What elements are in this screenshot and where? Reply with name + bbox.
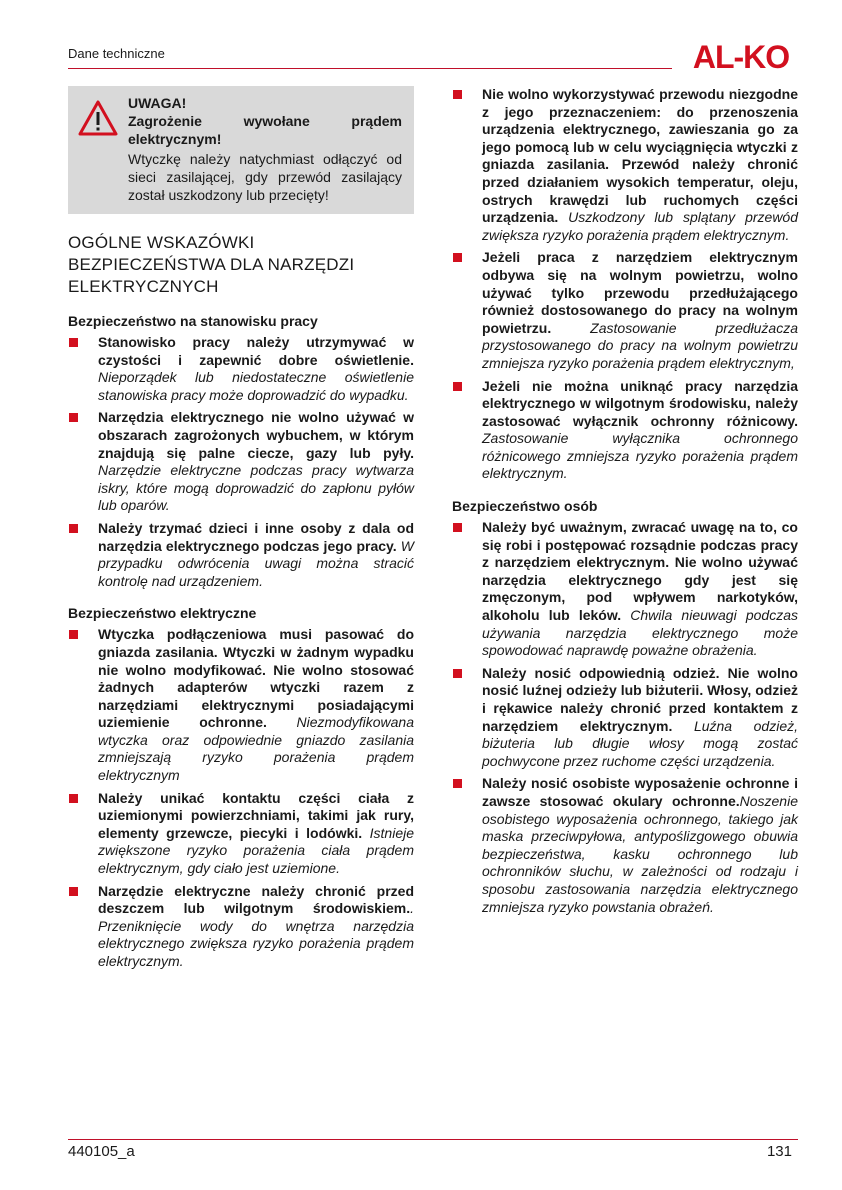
bullet-icon [453,253,462,262]
warning-title: UWAGA! [128,95,187,111]
warning-body: Wtyczkę należy natychmiast odłączyć od sieci zasilającej, gdy przewód zasilający został uszkodzony lub przecięty! [128,151,402,203]
item-italic: Luźna odzież, biżuteria lub długie włosy mogą zostać pochwycone przez ruchome części urządzenia. [482,717,798,769]
personal-heading: Bezpieczeństwo osób [452,498,598,515]
item-bold: Nie wolno wykorzystywać przewodu niezgodne z jego przeznaczeniem: do przenoszenia urządzenia elektrycznego, zawieszania go za jego pomocą lub w celu wyciągnięcia wtyczki z gniazda zasilania. Przewód należy chronić przed działaniem wysokich temperatur, oleju, ostrych krawędzi lub ruchomych części urządzenia. [482,86,798,226]
item-italic: Niezmodyfikowana wtyczka oraz odpowiednie gniazdo zasilania zmniejszają ryzyko porażenia prądem elektrycznym [98,714,414,784]
list-item [452,86,798,244]
warning-triangle-icon [78,100,118,136]
bullet-icon [69,630,78,639]
bullet-icon [453,90,462,99]
bullet-icon [453,523,462,532]
electrical-list [68,626,414,970]
right-column [452,86,798,921]
item-bold: Jeżeli nie można uniknąć pracy narzędzia elektrycznego w wilgotnym środowisku, należy zastosować wyłącznik ochronny różnicowy. [482,377,798,429]
footer-divider [68,1139,798,1140]
item-bold: Należy unikać kontaktu części ciała z uziemionymi powierzchniami, takimi jak rury, elementy grzewcze, piecyki i lodówki. [98,789,414,841]
item-bold: Stanowisko pracy należy utrzymywać w czystości i zapewnić dobre oświetlenie. [98,334,414,368]
warning-text [128,94,402,204]
bullet-icon [69,338,78,347]
item-italic: Istnieje zwiększone ryzyko porażenia ciała prądem elektrycznym, gdy ciało jest uziemione. [98,824,415,877]
header-section-title: Dane techniczne [68,46,165,61]
bullet-icon [69,794,78,803]
bullet-icon [69,413,78,422]
item-bold: Narzędzie elektryczne należy chronić przed deszczem lub wilgotnym środowiskiem. [98,882,414,917]
item-bold: Należy być uważnym, zwracać uwagę na to, co się robi i postępować rozsądnie podczas pracy z narzędziem elektrycznym. Nie wolno używać narzędzia elektrycznego gdy jest się zmęczonym, pod wpływem narkotyków, alkoholu lub leków. [482,519,798,624]
list-item [68,334,414,404]
item-italic: Nieporządek lub niedostateczne oświetlenie stanowiska pracy może doprowadzić do wypadku. [98,369,414,403]
list-item [452,249,798,372]
list-item [68,790,414,878]
item-italic: . Przeniknięcie wody do wnętrza narzędzia elektrycznego zwiększa ryzyko porażenia prądem elektrycznym. [98,900,414,969]
document-code: 440105_a [68,1143,135,1160]
bullet-icon [69,524,78,533]
personal-list [452,519,798,916]
list-item [68,520,414,590]
page-number: 131 [766,1143,792,1160]
item-italic: Noszenie osobistego wyposażenia ochronnego, takiego jak maska przeciwpyłowa, antypoślizgowego obuwia bezpieczeństwa, kasku ochronnego lub ochronników słuchu, w zależności od rodzaju i sposobu zastosowania narzędzia elektrycznego zmniejsza ryzyko powstania obrażeń. [482,792,798,915]
alko-logo [682,40,800,74]
warning-subtitle: Zagrożenie wywołane prądem elektrycznym! [128,113,402,147]
bullet-icon [69,887,78,896]
electrical-list-continued [452,86,798,483]
item-italic: Zastosowanie przedłużacza przystosowanego do pracy na wolnym powietrzu zmniejsza ryzyko porażenia prądem elektrycznym, [482,319,798,371]
item-italic: Narzędzie elektryczne podczas pracy wytwarza iskry, które mogą doprowadzić do zapłonu pyłów lub oparów. [98,462,414,514]
list-item [452,519,798,660]
warning-box [68,86,414,214]
list-item [68,626,414,784]
item-italic: W przypadku odwrócenia uwagi można stracić kontrolę nad urządzeniem. [98,537,415,589]
left-column [68,86,414,976]
item-bold: Jeżeli praca z narzędziem elektrycznym odbywa się na wolnym powietrzu, wolno używać tylko przewodu przedłużającego również dostosowanego do pracy na wolnym powietrzu. [482,249,798,336]
list-item [452,378,798,484]
main-heading: OGÓLNE WSKAZÓWKI BEZPIECZEŃSTWA DLA NARZĘDZI ELEKTRYCZNYCH [68,233,355,296]
item-bold: Należy nosić odpowiednią odzież. Nie wolno nosić luźnej odzieży lub biżuterii. Włosy, odzież i rękawice należy chronić przed kontaktem z narzędziem elektrycznym. [482,664,798,734]
item-bold: Wtyczka podłączeniowa musi pasować do gniazda zasilania. Wtyczki w żadnym wypadku nie wolno modyfikować. Nie wolno stosować żadnych adapterów wtyczki razem z narzędziami elektrycznymi posiadającymi uziemienie ochronne. [98,626,414,731]
item-italic: Zastosowanie wyłącznika ochronnego różnicowego zmniejsza ryzyko porażenia prądem elektrycznym. [482,430,798,482]
workplace-list [68,334,414,590]
electrical-heading: Bezpieczeństwo elektryczne [68,605,257,622]
item-bold: Narzędzia elektrycznego nie wolno używać w obszarach zagrożonych wybuchem, w którym znajdują się palne ciecze, gazy lub pyły. [98,409,414,461]
logo-text: AL-KO [692,40,790,74]
item-bold: Należy trzymać dzieci i inne osoby z dala od narzędzia elektrycznego podczas jego pracy. [98,519,414,554]
list-item [68,883,414,971]
bullet-icon [453,669,462,678]
item-bold: Należy nosić osobiste wyposażenie ochronne i zawsze stosować okulary ochronne. [482,775,798,809]
header-divider [68,68,672,69]
bullet-icon [453,779,462,788]
list-item [452,775,798,916]
list-item [68,409,414,515]
item-italic: Uszkodzony lub splątany przewód zwiększa ryzyko porażenia prądem elektrycznym. [482,209,798,243]
item-italic: Chwila nieuwagi podczas używania narzędzia elektrycznego może spowodować naprawdę poważne obrażenia. [482,607,798,659]
workplace-heading: Bezpieczeństwo na stanowisku pracy [68,313,318,329]
bullet-icon [453,382,462,391]
list-item [452,665,798,771]
